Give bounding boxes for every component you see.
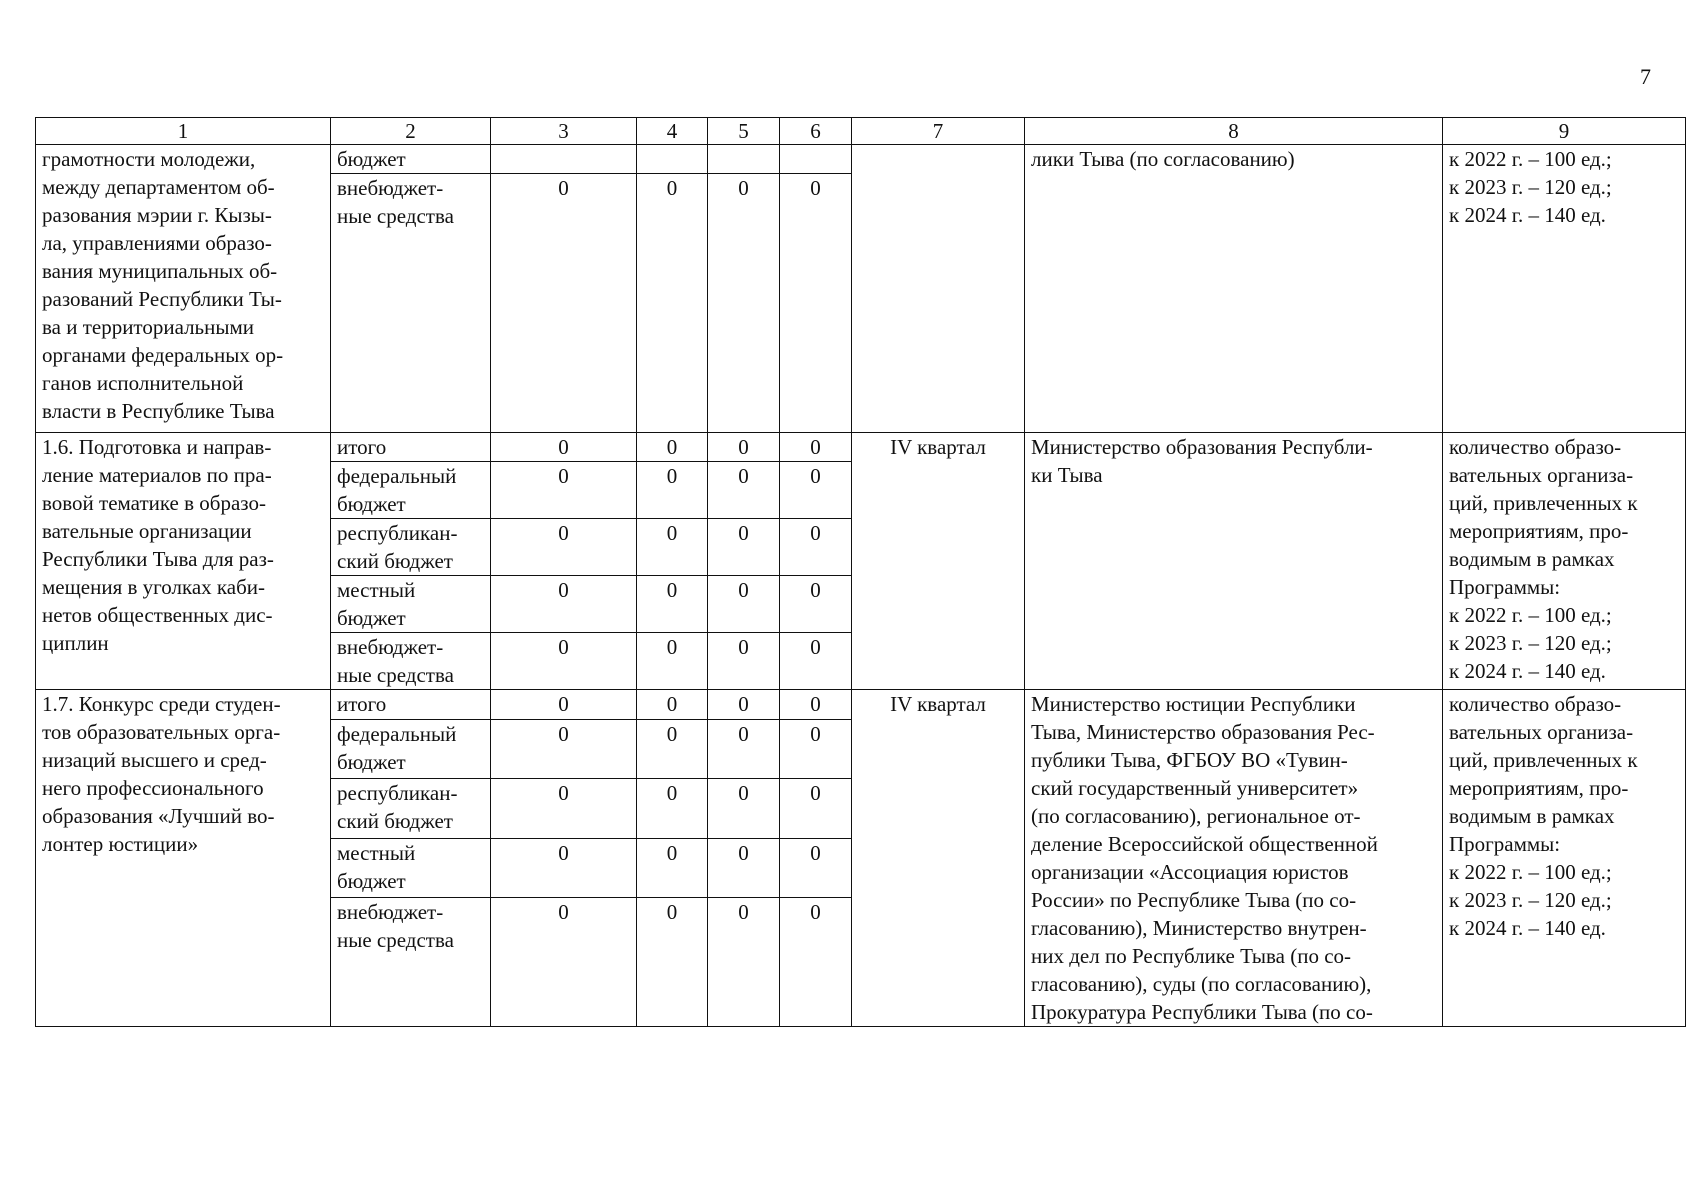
amount-cell: 0: [637, 462, 708, 519]
indicators-cell: количество образо- вательных организа- ций, привлеченных к мероприятиям, про- водимым в рамках Программы: к 2022 г. – 100 ед.; к 2023 г. – 120 ед.; к 2024 г. – 140 ед.: [1443, 433, 1686, 690]
column-number: 5: [708, 118, 780, 145]
amount-cell: 0: [491, 720, 637, 779]
amount-cell: 0: [637, 433, 708, 462]
amount-cell: 0: [491, 633, 637, 690]
funding-source-cell: итого: [331, 433, 491, 462]
amount-cell: 0: [637, 576, 708, 633]
amount-cell: [637, 145, 708, 174]
activity-cell: грамотности молодежи, между департаментом об- разования мэрии г. Кызы- ла, управлениями образо- вания муниципальных об- разований Республики Ты- ва и территориальными органами федеральных ор- ганов исполнительной власти в Республике Тыва: [36, 145, 331, 433]
deadline-cell: IV квартал: [852, 690, 1025, 1027]
column-number: 2: [331, 118, 491, 145]
amount-cell: 0: [637, 519, 708, 576]
amount-cell: 0: [637, 720, 708, 779]
amount-cell: 0: [491, 779, 637, 838]
funding-source-cell: республикан- ский бюджет: [331, 779, 491, 838]
table-body: [36, 118, 1686, 1027]
amount-cell: 0: [637, 838, 708, 897]
funding-source-cell: федеральный бюджет: [331, 720, 491, 779]
column-number: 1: [36, 118, 331, 145]
amount-cell: 0: [708, 779, 780, 838]
indicators-cell: количество образо- вательных организа- ций, привлеченных к мероприятиям, про- водимым в рамках Программы: к 2022 г. – 100 ед.; к 2023 г. – 120 ед.; к 2024 г. – 140 ед.: [1443, 690, 1686, 1027]
column-numbers-row: [36, 118, 1686, 145]
amount-cell: [780, 145, 852, 174]
amount-cell: 0: [708, 690, 780, 720]
column-number: 8: [1025, 118, 1443, 145]
amount-cell: 0: [780, 690, 852, 720]
amount-cell: 0: [780, 576, 852, 633]
amount-cell: 0: [637, 898, 708, 1027]
amount-cell: 0: [780, 433, 852, 462]
amount-cell: 0: [708, 462, 780, 519]
program-table: [35, 117, 1686, 1027]
funding-source-cell: республикан- ский бюджет: [331, 519, 491, 576]
page-number: 7: [1640, 64, 1651, 89]
amount-cell: 0: [491, 519, 637, 576]
amount-cell: 0: [780, 633, 852, 690]
deadline-cell: [852, 145, 1025, 433]
amount-cell: 0: [708, 174, 780, 433]
indicators-cell: к 2022 г. – 100 ед.; к 2023 г. – 120 ед.; к 2024 г. – 140 ед.: [1443, 145, 1686, 433]
amount-cell: 0: [637, 779, 708, 838]
amount-cell: 0: [491, 576, 637, 633]
amount-cell: 0: [708, 838, 780, 897]
funding-source-cell: местный бюджет: [331, 838, 491, 897]
funding-source-cell: местный бюджет: [331, 576, 491, 633]
column-number: 6: [780, 118, 852, 145]
amount-cell: 0: [708, 898, 780, 1027]
activity-cell: 1.6. Подготовка и направ- ление материалов по пра- вовой тематике в образо- вательные организации Республики Тыва для раз- мещения в уголках каби- нетов общественных дис- циплин: [36, 433, 331, 690]
executors-cell: Министерство юстиции Республики Тыва, Министерство образования Рес- публики Тыва, ФГБОУ ВО «Тувин- ский государственный университет» (по согласованию), региональное от- деление Всероссийской общественной организации «Ассоциация юристов России» по Республике Тыва (по со- гласованию), Министерство внутрен- них дел по Республике Тыва (по со- гласованию), суды (по согласованию), Прокуратура Республики Тыва (по со-: [1025, 690, 1443, 1027]
amount-cell: 0: [780, 898, 852, 1027]
executors-cell: Министерство образования Республи- ки Тыва: [1025, 433, 1443, 690]
amount-cell: 0: [708, 633, 780, 690]
amount-cell: 0: [491, 433, 637, 462]
table-row: [36, 145, 1686, 174]
amount-cell: 0: [637, 174, 708, 433]
amount-cell: 0: [491, 174, 637, 433]
column-number: 7: [852, 118, 1025, 145]
funding-source-cell: внебюджет- ные средства: [331, 633, 491, 690]
amount-cell: 0: [780, 838, 852, 897]
amount-cell: 0: [491, 838, 637, 897]
table-row: [36, 433, 1686, 462]
amount-cell: 0: [780, 174, 852, 433]
amount-cell: 0: [780, 720, 852, 779]
executors-cell: лики Тыва (по согласованию): [1025, 145, 1443, 433]
amount-cell: 0: [780, 779, 852, 838]
amount-cell: 0: [637, 633, 708, 690]
funding-source-cell: итого: [331, 690, 491, 720]
funding-source-cell: бюджет: [331, 145, 491, 174]
amount-cell: 0: [708, 576, 780, 633]
amount-cell: 0: [780, 519, 852, 576]
amount-cell: 0: [491, 690, 637, 720]
amount-cell: 0: [708, 433, 780, 462]
amount-cell: 0: [708, 720, 780, 779]
activity-cell: 1.7. Конкурс среди студен- тов образовательных орга- низаций высшего и сред- него профессионального образования «Лучший во- лонтер юстиции»: [36, 690, 331, 1027]
amount-cell: 0: [491, 898, 637, 1027]
column-number: 4: [637, 118, 708, 145]
amount-cell: 0: [780, 462, 852, 519]
funding-source-cell: федеральный бюджет: [331, 462, 491, 519]
amount-cell: [491, 145, 637, 174]
table-row: [36, 690, 1686, 720]
amount-cell: 0: [637, 690, 708, 720]
deadline-cell: IV квартал: [852, 433, 1025, 690]
funding-source-cell: внебюджет- ные средства: [331, 174, 491, 433]
funding-source-cell: внебюджет- ные средства: [331, 898, 491, 1027]
column-number: 3: [491, 118, 637, 145]
amount-cell: [708, 145, 780, 174]
amount-cell: 0: [491, 462, 637, 519]
amount-cell: 0: [708, 519, 780, 576]
column-number: 9: [1443, 118, 1686, 145]
